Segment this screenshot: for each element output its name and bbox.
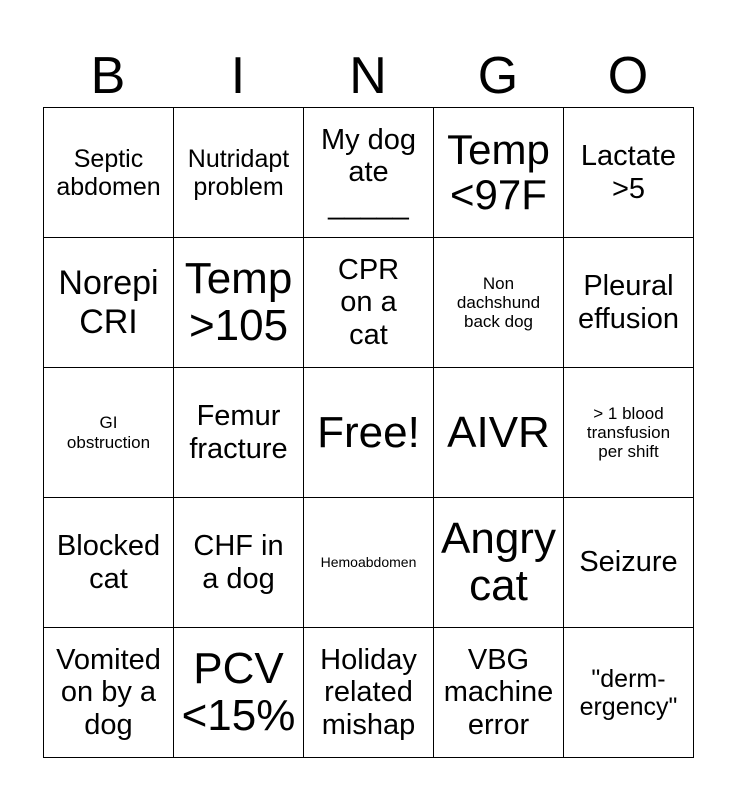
bingo-cell-o2[interactable]: Pleural effusion bbox=[564, 238, 694, 368]
bingo-cell-i1[interactable]: Nutridapt problem bbox=[174, 108, 304, 238]
bingo-cell-n5[interactable]: Holiday related mishap bbox=[304, 628, 434, 758]
header-letter-n: N bbox=[349, 47, 387, 105]
bingo-cell-b1[interactable]: Septic abdomen bbox=[44, 108, 174, 238]
bingo-cell-i2[interactable]: Temp >105 bbox=[174, 238, 304, 368]
header-letter-i: I bbox=[230, 47, 246, 105]
bingo-cell-g2[interactable]: Non dachshund back dog bbox=[434, 238, 564, 368]
bingo-cell-o4[interactable]: Seizure bbox=[564, 498, 694, 628]
bingo-cell-b4[interactable]: Blocked cat bbox=[44, 498, 174, 628]
bingo-cell-g4[interactable]: Angry cat bbox=[434, 498, 564, 628]
bingo-header bbox=[43, 45, 693, 107]
bingo-cell-g1[interactable]: Temp <97F bbox=[434, 108, 564, 238]
bingo-cell-g3[interactable]: AIVR bbox=[434, 368, 564, 498]
bingo-cell-b2[interactable]: Norepi CRI bbox=[44, 238, 174, 368]
header-letter-g: G bbox=[477, 47, 519, 105]
bingo-cell-n4[interactable]: Hemoabdomen bbox=[304, 498, 434, 628]
bingo-cell-b3[interactable]: GI obstruction bbox=[44, 368, 174, 498]
bingo-cell-i3[interactable]: Femur fracture bbox=[174, 368, 304, 498]
bingo-cell-n1[interactable]: My dog ate _____ bbox=[304, 108, 434, 238]
bingo-cell-o1[interactable]: Lactate >5 bbox=[564, 108, 694, 238]
header-letter-o: O bbox=[607, 47, 649, 105]
header-letter-b: B bbox=[90, 47, 126, 105]
bingo-cell-g5[interactable]: VBG machine error bbox=[434, 628, 564, 758]
bingo-cell-o5[interactable]: "derm- ergency" bbox=[564, 628, 694, 758]
bingo-cell-i4[interactable]: CHF in a dog bbox=[174, 498, 304, 628]
bingo-cell-b5[interactable]: Vomited on by a dog bbox=[44, 628, 174, 758]
bingo-cell-n2[interactable]: CPR on a cat bbox=[304, 238, 434, 368]
bingo-cell-o3[interactable]: > 1 blood transfusion per shift bbox=[564, 368, 694, 498]
bingo-board bbox=[43, 107, 694, 758]
bingo-cell-free[interactable]: Free! bbox=[304, 368, 434, 498]
bingo-cell-i5[interactable]: PCV <15% bbox=[174, 628, 304, 758]
